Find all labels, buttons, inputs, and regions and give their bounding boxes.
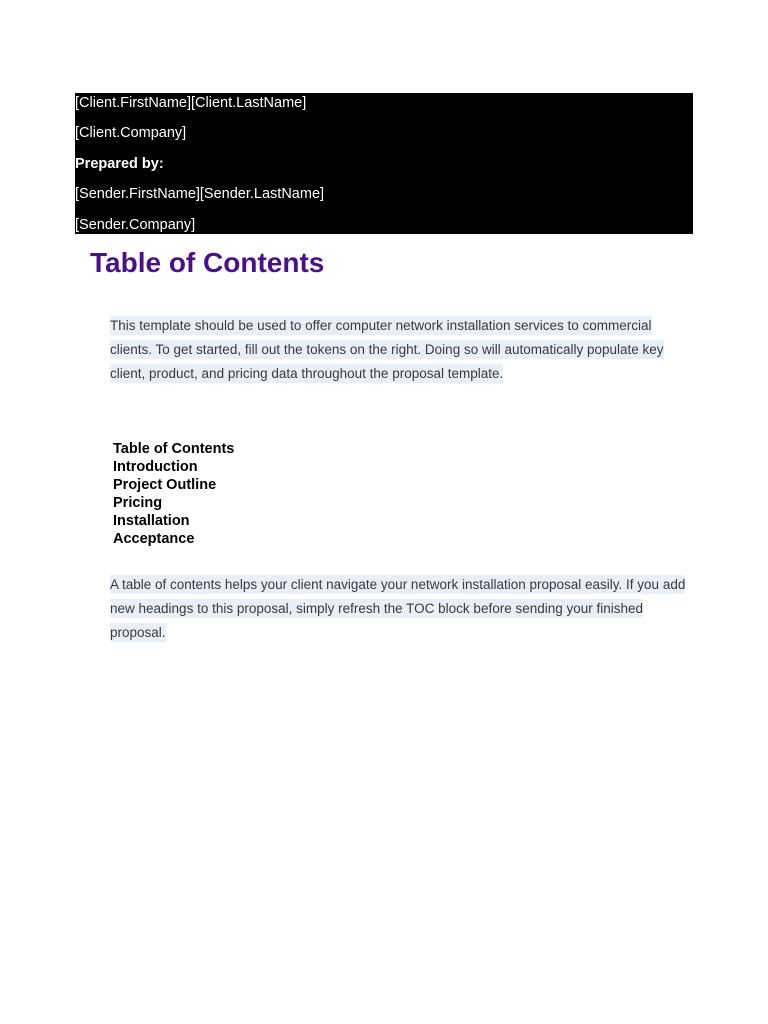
prepared-by-label: Prepared by:	[75, 156, 164, 172]
toc-item-installation[interactable]: Installation	[113, 513, 190, 529]
toc-item-acceptance[interactable]: Acceptance	[113, 531, 195, 547]
toc-item-pricing[interactable]: Pricing	[113, 495, 163, 511]
recipient-sender-block	[75, 93, 693, 234]
sender-company[interactable]: [Sender.Company]	[75, 217, 196, 233]
toc-instruction-text: A table of contents helps your client navigate your network installation proposal easily. If you add new headings to this proposal, simply refresh the TOC block before sending your finished proposal.	[110, 577, 686, 640]
table-of-contents	[113, 440, 234, 548]
page-title: Table of Contents	[90, 247, 325, 278]
toc-instruction-note	[110, 573, 690, 645]
toc-item-project-outline[interactable]: Project Outline	[113, 477, 217, 493]
toc-item-table-of-contents[interactable]: Table of Contents	[113, 441, 235, 457]
toc-item-introduction[interactable]: Introduction	[113, 459, 198, 475]
client-name[interactable]: [Client.FirstName][Client.LastName]	[75, 95, 307, 111]
template-instruction-note	[110, 314, 690, 386]
client-company[interactable]: [Client.Company]	[75, 125, 187, 141]
sender-name[interactable]: [Sender.FirstName][Sender.LastName]	[75, 186, 325, 202]
template-instruction-text: This template should be used to offer computer network installation services to commercial clients. To get started, fill out the tokens on the right. Doing so will automatically populate key client, product, and pricing data throughout the proposal template.	[110, 318, 664, 381]
